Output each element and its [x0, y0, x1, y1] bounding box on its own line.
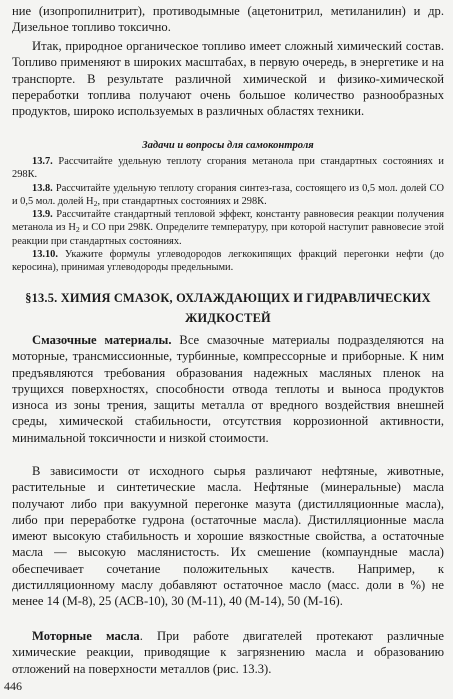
task-number: 13.10.: [32, 249, 58, 260]
task-item: [12, 248, 444, 275]
page-number: 446: [4, 679, 22, 693]
task-item: [12, 182, 444, 209]
task-number: 13.7.: [32, 156, 53, 167]
intro-tail-paragraph: ние (изопропилнитрит), противодымные (ацетонитрил, метиланилин) и др. Дизельное топливо токсично.: [12, 4, 444, 35]
oils-paragraph: В зависимости от исходного сырья различают нефтяные, животные, растительные и синтетические масла. Нефтяные (минеральные) масла получают либо при вакуумной перегонке мазута (дистилляционные масла), либо при переработке гудрона (остаточные масла). Дистилляционные масла имеют высокую стабильность и хорошие вязкостные свойства, а остаточные масла — высокую маслянистость. Их смешение (компаундные масла) обеспечивает сочетание положительных качеств. Например, к дистилляционному маслу добавляют остаточное масло (масс. доли в %) не менее 14 (М-8), 25 (АСВ-10), 30 (М-11), 40 (М-14), 50 (М-16).: [12, 464, 444, 609]
task-item: [12, 208, 444, 248]
motor-oils-paragraph: [12, 628, 444, 677]
fuel-summary-paragraph: Итак, природное органическое топливо имеет сложный химический состав. Топливо применяют в широких масштабах, в первую очередь, в энергетике и на транспорте. В результате различной химической и физико-химической переработки топлива получают очень большое количество разнообразных продуктов, широко используемых в различных областях техники.: [12, 39, 444, 119]
task-text: Рассчитайте стандартный тепловой эффект, константу равновесия реакции получения метанола из H: [12, 209, 444, 234]
subscript: 2: [75, 225, 80, 235]
task-text: Рассчитайте удельную теплоту сгорания синтез-газа, состоящего из 0,5 мол. долей CO и 0,5 мол. долей H: [12, 183, 444, 208]
task-text: , при стандартных состояниях и 298К.: [97, 196, 267, 208]
task-text: и CO при 298К. Определите температуру, при которой наступит равновесие этой реакции при стандартных состояниях.: [12, 222, 444, 247]
lubricants-text: Все смазочные материалы подразделяются на моторные, трансмиссионные, турбинные, компрессорные и приборные. К ним предъявляются требования образования надежных масляных пленок на трущихся поверхностях, способности отвода теплоты и выноса продуктов износа из зоны трения, защиты металла от вредного воздействия внешней среды, химической стабильности, отсутствия коррозионной активности, минимальной токсичности и низкой стоимости.: [12, 333, 444, 445]
task-text: Укажите формулы углеводородов легкокипящих фракций перегонки нефти (до керосина), принимая углеводороды предельными.: [12, 249, 444, 274]
motor-oils-text: . При работе двигателей протекают различные химические реакции, приводящие к загрязнению масла и образованию отложений на поверхности металлов (рис. 13.3).: [12, 629, 444, 676]
motor-oils-lead: Моторные масла: [32, 629, 140, 643]
lubricants-lead: Смазочные материалы.: [32, 333, 172, 347]
task-text: Рассчитайте удельную теплоту сгорания метанола при стандартных состояниях и 298К.: [12, 156, 444, 181]
task-item: [12, 155, 444, 182]
lubricants-paragraph: [12, 332, 444, 446]
tasks-heading: Задачи и вопросы для самоконтроля: [142, 140, 314, 151]
section-heading: §13.5. ХИМИЯ СМАЗОК, ОХЛАЖДАЮЩИХ И ГИДРАВЛИЧЕСКИХ ЖИДКОСТЕЙ: [25, 291, 431, 325]
task-number: 13.9.: [32, 209, 53, 220]
subscript: 2: [93, 199, 98, 209]
task-number: 13.8.: [32, 183, 53, 194]
